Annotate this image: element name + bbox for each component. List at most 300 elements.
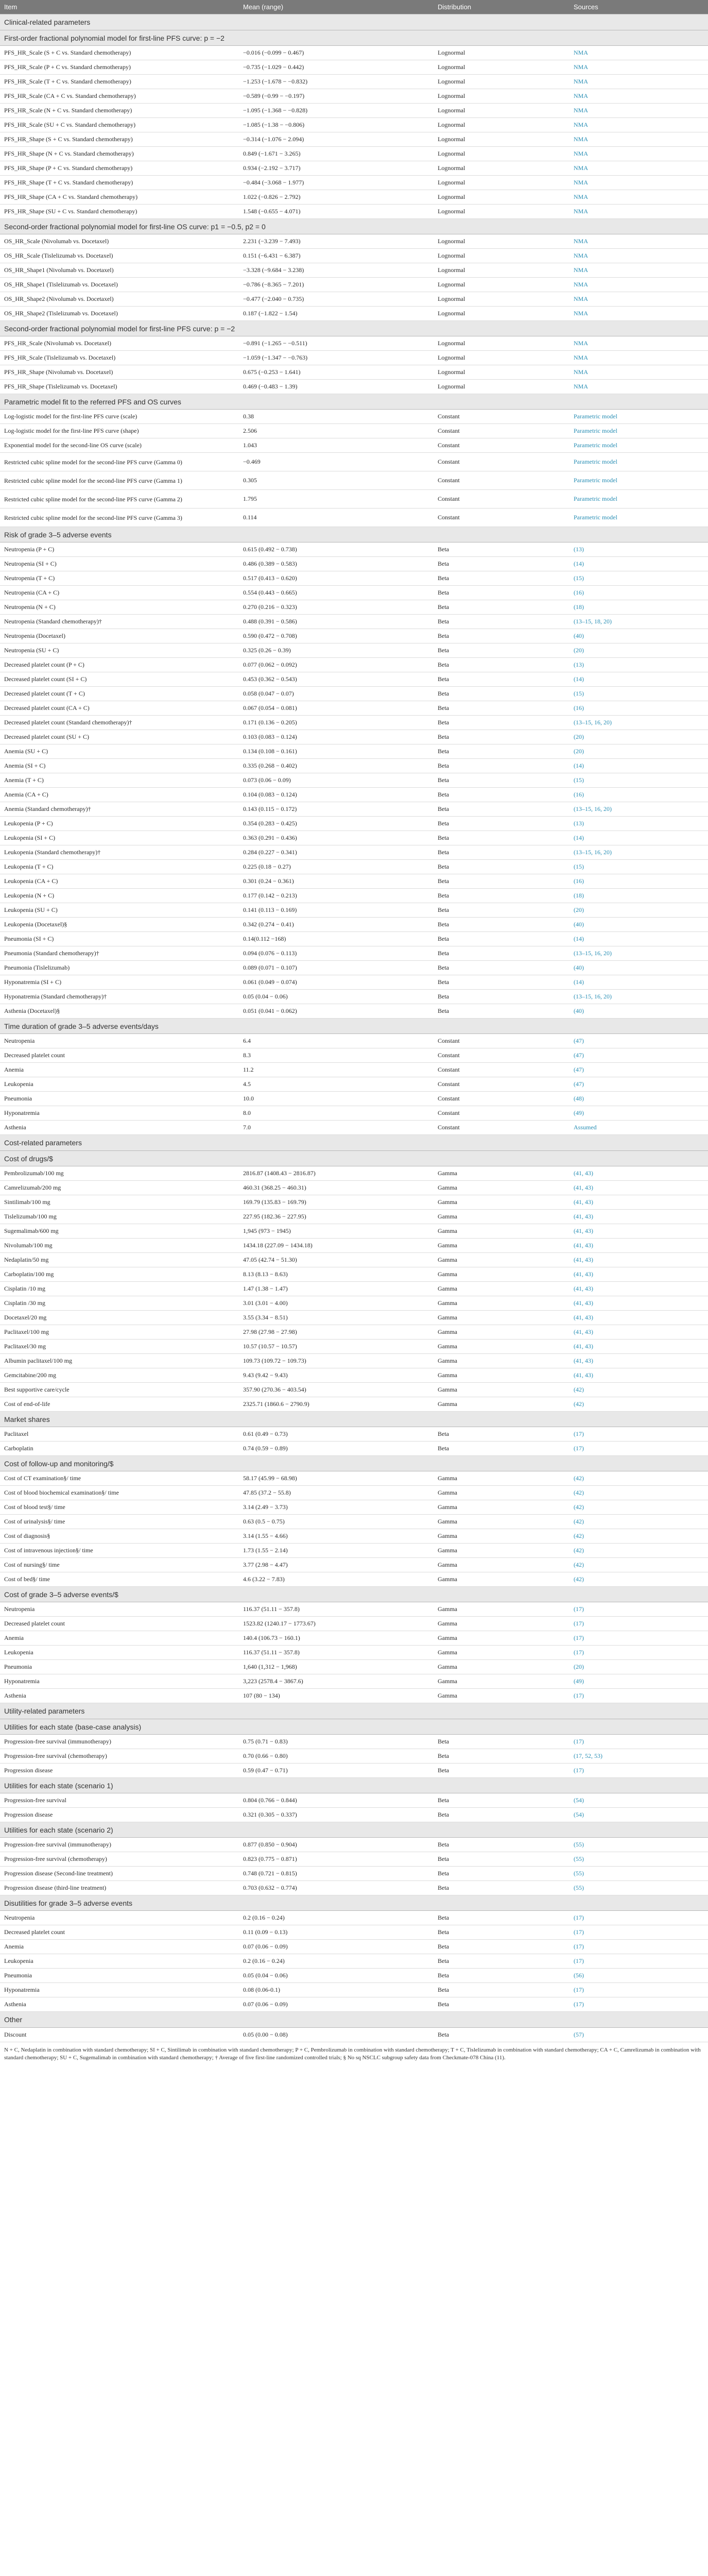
cell-mean-range: 2325.71 (1860.6 − 2790.9) [239,1397,434,1412]
table-row [0,1911,708,1925]
cell-distribution: Lognormal [434,190,569,205]
subsection-title: First-order fractional polynomial model for first-line PFS curve: p = −2 [0,30,708,46]
cell-distribution: Gamma [434,1558,569,1572]
cell-distribution: Lognormal [434,249,569,263]
subsection-title: Cost of drugs/$ [0,1151,708,1166]
cell-source: (13–15, 16, 20) [569,845,708,860]
table-row [0,132,708,147]
cell-source: (41, 43) [569,1340,708,1354]
cell-item: Carboplatin [0,1442,239,1456]
cell-item: PFS_HR_Scale (Nivolumab vs. Docetaxel) [0,336,239,351]
cell-distribution: Beta [434,1749,569,1764]
table-row [0,788,708,802]
cell-distribution: Beta [434,1881,569,1895]
cell-distribution: Beta [434,571,569,586]
cell-source: Parametric model [569,471,708,490]
cell-source: (14) [569,672,708,687]
cell-item: Anemia (SU + C) [0,744,239,759]
cell-item: Carboplatin/100 mg [0,1267,239,1282]
cell-source: (42) [569,1558,708,1572]
cell-mean-range: 1.043 [239,438,434,453]
cell-mean-range: 0.325 (0.26 − 0.39) [239,643,434,658]
cell-mean-range: 0.05 (0.00 − 0.08) [239,2028,434,2042]
cell-item: Progression disease [0,1808,239,1822]
cell-mean-range: −1.085 (−1.38 − −0.806) [239,118,434,132]
cell-source: (17) [569,1997,708,2012]
cell-source: (41, 43) [569,1354,708,1368]
cell-mean-range: 3.55 (3.34 − 8.51) [239,1311,434,1325]
cell-mean-range: 0.177 (0.142 − 0.213) [239,889,434,903]
table-row [0,1515,708,1529]
cell-distribution: Beta [434,831,569,845]
table-row [0,1838,708,1852]
cell-distribution: Lognormal [434,292,569,307]
cell-mean-range: 0.74 (0.59 − 0.89) [239,1442,434,1456]
subsection-header-row [0,1822,708,1838]
cell-source: (16) [569,788,708,802]
cell-item: Hyponatremia [0,1674,239,1689]
cell-distribution: Beta [434,557,569,571]
cell-source: (17) [569,1646,708,1660]
cell-item: Leukopenia (SU + C) [0,903,239,918]
section-header-row [0,2012,708,2028]
cell-source: (41, 43) [569,1325,708,1340]
cell-item: Neutropenia [0,1911,239,1925]
cell-item: OS_HR_Shape2 (Nivolumab vs. Docetaxel) [0,292,239,307]
cell-mean-range: 0.305 [239,471,434,490]
cell-item: Best supportive care/cycle [0,1383,239,1397]
cell-mean-range: 0.051 (0.041 − 0.062) [239,1004,434,1019]
cell-item: Hyponatremia [0,1106,239,1121]
cell-item: Cost of blood test§/ time [0,1500,239,1515]
cell-item: Decreased platelet count [0,1617,239,1631]
table-row [0,263,708,278]
cell-item: Neutropenia (Docetaxel) [0,629,239,643]
cell-source: (13–15, 16, 20) [569,946,708,961]
table-row [0,744,708,759]
subsection-title: Utilities for each state (base-case analysis) [0,1719,708,1735]
cell-mean-range: 1.73 (1.55 − 2.14) [239,1544,434,1558]
table-row [0,1397,708,1412]
cell-distribution: Lognormal [434,234,569,249]
cell-item: OS_HR_Shape2 (Tislelizumab vs. Docetaxel) [0,307,239,321]
cell-item: Pneumonia [0,1969,239,1983]
cell-mean-range: 107 (80 − 134) [239,1689,434,1703]
cell-source: NMA [569,75,708,89]
cell-source: NMA [569,205,708,219]
cell-mean-range: 1,640 (1,312 − 1,968) [239,1660,434,1674]
cell-item: Progression-free survival (immunotherapy) [0,1735,239,1749]
subsection-header-row [0,1412,708,1427]
cell-item: Neutropenia [0,1602,239,1617]
cell-distribution: Beta [434,716,569,730]
cell-mean-range: 0.187 (−1.822 − 1.54) [239,307,434,321]
cell-item: Pneumonia [0,1092,239,1106]
table-row [0,1181,708,1195]
cell-mean-range: 10.57 (10.57 − 10.57) [239,1340,434,1354]
cell-item: Anemia [0,1940,239,1954]
cell-source: (20) [569,903,708,918]
cell-mean-range: 8.13 (8.13 − 8.63) [239,1267,434,1282]
cell-mean-range: 0.517 (0.413 − 0.620) [239,571,434,586]
section-title: Cost-related parameters [0,1135,708,1151]
cell-mean-range: 0.143 (0.115 − 0.172) [239,802,434,817]
section-title: Clinical-related parameters [0,14,708,30]
cell-source: NMA [569,118,708,132]
cell-distribution: Beta [434,773,569,788]
cell-mean-range: 0.59 (0.47 − 0.71) [239,1764,434,1778]
cell-distribution: Gamma [434,1224,569,1239]
cell-mean-range: 8.3 [239,1048,434,1063]
cell-mean-range: 1.47 (1.38 − 1.47) [239,1282,434,1296]
cell-item: Neutropenia (P + C) [0,543,239,557]
cell-distribution: Beta [434,817,569,831]
cell-item: Restricted cubic spline model for the second-line PFS curve (Gamma 1) [0,471,239,490]
cell-mean-range: 0.284 (0.227 − 0.341) [239,845,434,860]
cell-source: (40) [569,918,708,932]
cell-distribution: Gamma [434,1660,569,1674]
cell-distribution: Beta [434,946,569,961]
cell-item: Cost of diagnosis§ [0,1529,239,1544]
cell-item: PFS_HR_Shape (Nivolumab vs. Docetaxel) [0,365,239,380]
cell-mean-range: 0.748 (0.721 − 0.815) [239,1867,434,1881]
cell-distribution: Gamma [434,1181,569,1195]
cell-source: NMA [569,46,708,60]
cell-distribution: Gamma [434,1602,569,1617]
cell-distribution: Beta [434,701,569,716]
cell-item: Leukopenia [0,1077,239,1092]
cell-distribution: Gamma [434,1544,569,1558]
cell-mean-range: 0.554 (0.443 − 0.665) [239,586,434,600]
cell-source: (41, 43) [569,1311,708,1325]
subsection-header-row [0,1019,708,1034]
cell-source: (47) [569,1048,708,1063]
cell-item: Anemia [0,1063,239,1077]
cell-mean-range: 0.270 (0.216 − 0.323) [239,600,434,615]
cell-distribution: Gamma [434,1486,569,1500]
table-row [0,1983,708,1997]
cell-source: NMA [569,234,708,249]
table-row [0,687,708,701]
table-row [0,1253,708,1267]
cell-item: Nivolumab/100 mg [0,1239,239,1253]
cell-distribution: Gamma [434,1166,569,1181]
cell-distribution: Beta [434,1940,569,1954]
cell-mean-range: 0.486 (0.389 − 0.583) [239,557,434,571]
cell-item: Progression disease [0,1764,239,1778]
cell-source: (42) [569,1515,708,1529]
table-row [0,1077,708,1092]
cell-distribution: Beta [434,1969,569,1983]
table-row [0,161,708,176]
cell-distribution: Gamma [434,1195,569,1210]
cell-distribution: Beta [434,1004,569,1019]
cell-source: (55) [569,1867,708,1881]
table-row [0,1106,708,1121]
cell-item: Restricted cubic spline model for the second-line PFS curve (Gamma 3) [0,509,239,527]
table-row [0,292,708,307]
table-body [0,14,708,2042]
cell-item: Cost of CT examination§/ time [0,1471,239,1486]
cell-source: (14) [569,557,708,571]
table-row [0,89,708,104]
cell-item: Cost of urinalysis§/ time [0,1515,239,1529]
cell-distribution: Gamma [434,1397,569,1412]
cell-source: NMA [569,132,708,147]
cell-distribution: Beta [434,1764,569,1778]
cell-mean-range: 0.675 (−0.253 − 1.641) [239,365,434,380]
cell-item: PFS_HR_Shape (P + C vs. Standard chemotherapy) [0,161,239,176]
cell-distribution: Beta [434,600,569,615]
table-row [0,1092,708,1106]
cell-mean-range: 0.07 (0.06 − 0.09) [239,1997,434,2012]
cell-distribution: Gamma [434,1311,569,1325]
table-row [0,46,708,60]
cell-mean-range: −1.253 (−1.678 − −0.832) [239,75,434,89]
cell-item: Discount [0,2028,239,2042]
cell-source: (55) [569,1852,708,1867]
cell-distribution: Beta [434,658,569,672]
table-footnote: N + C, Nedaplatin in combination with standard chemotherapy; SI + C, Sintilimab in combination with standard chemotherapy; P + C, Pembrolizumab in combination with standard chemotherapy; T + C, Tislelizumab in combination with standard chemotherapy; CA + C, Camrelizumab in combination with standard chemotherapy; SU + C, Sugemalimab in combination with standard chemotherapy; † Average of five first-line randomized controlled trials; § No sq NSCLC subgroup safety data from Checkmate-078 China (11). [4,2047,701,2061]
table-row [0,1239,708,1253]
cell-item: Albumin paclitaxel/100 mg [0,1354,239,1368]
cell-source: NMA [569,176,708,190]
cell-mean-range: 0.590 (0.472 − 0.708) [239,629,434,643]
cell-source: (14) [569,831,708,845]
cell-mean-range: 4.5 [239,1077,434,1092]
cell-distribution: Constant [434,1092,569,1106]
table-row [0,1867,708,1881]
subsection-header-row [0,1719,708,1735]
cell-mean-range: 0.804 (0.766 − 0.844) [239,1793,434,1808]
cell-source: (18) [569,889,708,903]
table-row [0,1997,708,2012]
cell-mean-range: 0.05 (0.04 − 0.06) [239,1969,434,1983]
cell-source: NMA [569,336,708,351]
cell-mean-range: 0.134 (0.108 − 0.161) [239,744,434,759]
table-row [0,1034,708,1048]
cell-item: Decreased platelet count (SU + C) [0,730,239,744]
subsection-title: Disutilities for grade 3–5 adverse events [0,1895,708,1911]
cell-item: Asthenia [0,1997,239,2012]
table-row [0,380,708,394]
cell-source: NMA [569,365,708,380]
cell-item: Decreased platelet count (Standard chemotherapy)† [0,716,239,730]
cell-mean-range: 169.79 (135.83 − 169.79) [239,1195,434,1210]
table-row [0,471,708,490]
cell-item: PFS_HR_Scale (N + C vs. Standard chemotherapy) [0,104,239,118]
section-title: Utility-related parameters [0,1703,708,1719]
cell-source: (17) [569,1940,708,1954]
cell-mean-range: 1,945 (973 − 1945) [239,1224,434,1239]
cell-distribution: Beta [434,744,569,759]
cell-source: (16) [569,874,708,889]
cell-item: Decreased platelet count (CA + C) [0,701,239,716]
cell-mean-range: 0.615 (0.492 − 0.738) [239,543,434,557]
table-row [0,1558,708,1572]
cell-distribution: Constant [434,490,569,509]
cell-source: (42) [569,1397,708,1412]
cell-item: Restricted cubic spline model for the second-line PFS curve (Gamma 2) [0,490,239,509]
subsection-header-row [0,1151,708,1166]
cell-source: NMA [569,292,708,307]
cell-item: Decreased platelet count (P + C) [0,658,239,672]
cell-distribution: Lognormal [434,75,569,89]
cell-source: Parametric model [569,410,708,424]
cell-source: (20) [569,744,708,759]
table-row [0,1311,708,1325]
cell-item: Tislelizumab/100 mg [0,1210,239,1224]
column-header-sources: Sources [569,0,708,14]
table-row [0,60,708,75]
cell-item: Cost of blood biochemical examination§/ time [0,1486,239,1500]
cell-item: Pneumonia (Standard chemotherapy)† [0,946,239,961]
table-row [0,1631,708,1646]
cell-mean-range: 116.37 (51.11 − 357.8) [239,1646,434,1660]
cell-source: (17) [569,1602,708,1617]
cell-mean-range: 27.98 (27.98 − 27.98) [239,1325,434,1340]
table-row [0,643,708,658]
cell-item: Leukopenia (Docetaxel)§ [0,918,239,932]
cell-item: Neutropenia (Standard chemotherapy)† [0,615,239,629]
cell-source: (18) [569,600,708,615]
cell-source: (15) [569,860,708,874]
cell-mean-range: 1.795 [239,490,434,509]
table-row [0,1660,708,1674]
cell-mean-range: −0.469 [239,453,434,471]
table-row [0,571,708,586]
cell-distribution: Constant [434,453,569,471]
cell-mean-range: 0.094 (0.076 − 0.113) [239,946,434,961]
table-row [0,946,708,961]
cell-distribution: Beta [434,643,569,658]
table-row [0,1210,708,1224]
cell-mean-range: 8.0 [239,1106,434,1121]
table-row [0,336,708,351]
table-row [0,1940,708,1954]
cell-distribution: Gamma [434,1689,569,1703]
cell-source: (42) [569,1471,708,1486]
subsection-header-row [0,30,708,46]
cell-source: (55) [569,1838,708,1852]
cell-distribution: Beta [434,889,569,903]
cell-distribution: Constant [434,438,569,453]
cell-source: (49) [569,1106,708,1121]
cell-source: (41, 43) [569,1224,708,1239]
table-row [0,453,708,471]
cell-mean-range: 0.11 (0.09 − 0.13) [239,1925,434,1940]
table-row [0,1808,708,1822]
table-row [0,438,708,453]
table-row [0,1852,708,1867]
cell-source: (15) [569,773,708,788]
cell-source: (49) [569,1674,708,1689]
cell-mean-range: 3,223 (2578.4 − 3867.6) [239,1674,434,1689]
cell-mean-range: 0.05 (0.04 − 0.06) [239,990,434,1004]
cell-item: PFS_HR_Shape (S + C vs. Standard chemotherapy) [0,132,239,147]
cell-distribution: Beta [434,903,569,918]
table-row [0,1063,708,1077]
cell-distribution: Beta [434,1867,569,1881]
subsection-header-row [0,1456,708,1471]
cell-item: PFS_HR_Scale (P + C vs. Standard chemotherapy) [0,60,239,75]
table-row [0,629,708,643]
cell-distribution: Constant [434,1034,569,1048]
cell-item: Progression disease (third-line treatment) [0,1881,239,1895]
table-row [0,1325,708,1340]
cell-mean-range: 0.75 (0.71 − 0.83) [239,1735,434,1749]
cell-mean-range: −0.484 (−3.068 − 1.977) [239,176,434,190]
cell-item: Gemcitabine/200 mg [0,1368,239,1383]
cell-source: NMA [569,104,708,118]
cell-distribution: Beta [434,918,569,932]
section-header-row [0,1703,708,1719]
cell-mean-range: 1523.82 (1240.17 − 1773.67) [239,1617,434,1631]
cell-item: Neutropenia (SU + C) [0,643,239,658]
table-row [0,586,708,600]
cell-item: Leukopenia [0,1954,239,1969]
table-row [0,1166,708,1181]
cell-source: (13) [569,543,708,557]
cell-source: (41, 43) [569,1368,708,1383]
table-row [0,1793,708,1808]
cell-source: Assumed [569,1121,708,1135]
cell-mean-range: −1.059 (−1.347 − −0.763) [239,351,434,365]
table-row [0,1572,708,1587]
cell-mean-range: 47.85 (37.2 − 55.8) [239,1486,434,1500]
cell-source: (13–15, 16, 20) [569,802,708,817]
table-row [0,2028,708,2042]
cell-item: Leukopenia (Standard chemotherapy)† [0,845,239,860]
table-row [0,424,708,438]
table-row [0,1617,708,1631]
cell-source: (16) [569,701,708,716]
table-row [0,658,708,672]
cell-distribution: Gamma [434,1239,569,1253]
cell-item: Camrelizumab/200 mg [0,1181,239,1195]
cell-mean-range: 0.225 (0.18 − 0.27) [239,860,434,874]
cell-source: (15) [569,687,708,701]
cell-source: (42) [569,1529,708,1544]
cell-source: (56) [569,1969,708,1983]
cell-source: Parametric model [569,490,708,509]
subsection-title: Cost of follow-up and monitoring/$ [0,1456,708,1471]
table-row [0,990,708,1004]
cell-distribution: Gamma [434,1617,569,1631]
cell-distribution: Lognormal [434,104,569,118]
table-row [0,190,708,205]
table-row [0,701,708,716]
table-row [0,773,708,788]
cell-mean-range: 0.61 (0.49 − 0.73) [239,1427,434,1442]
cell-mean-range: 227.95 (182.36 − 227.95) [239,1210,434,1224]
cell-item: Progression-free survival (chemotherapy) [0,1749,239,1764]
cell-mean-range: 0.061 (0.049 − 0.074) [239,975,434,990]
cell-distribution: Beta [434,543,569,557]
subsection-header-row [0,394,708,410]
table-row [0,75,708,89]
cell-source: (13–15, 16, 20) [569,716,708,730]
cell-source: (20) [569,1660,708,1674]
cell-source: (17) [569,1427,708,1442]
cell-distribution: Beta [434,759,569,773]
table-row [0,975,708,990]
cell-mean-range: 0.141 (0.113 − 0.169) [239,903,434,918]
cell-distribution: Gamma [434,1340,569,1354]
cell-distribution: Gamma [434,1646,569,1660]
table-row [0,118,708,132]
cell-source: NMA [569,263,708,278]
